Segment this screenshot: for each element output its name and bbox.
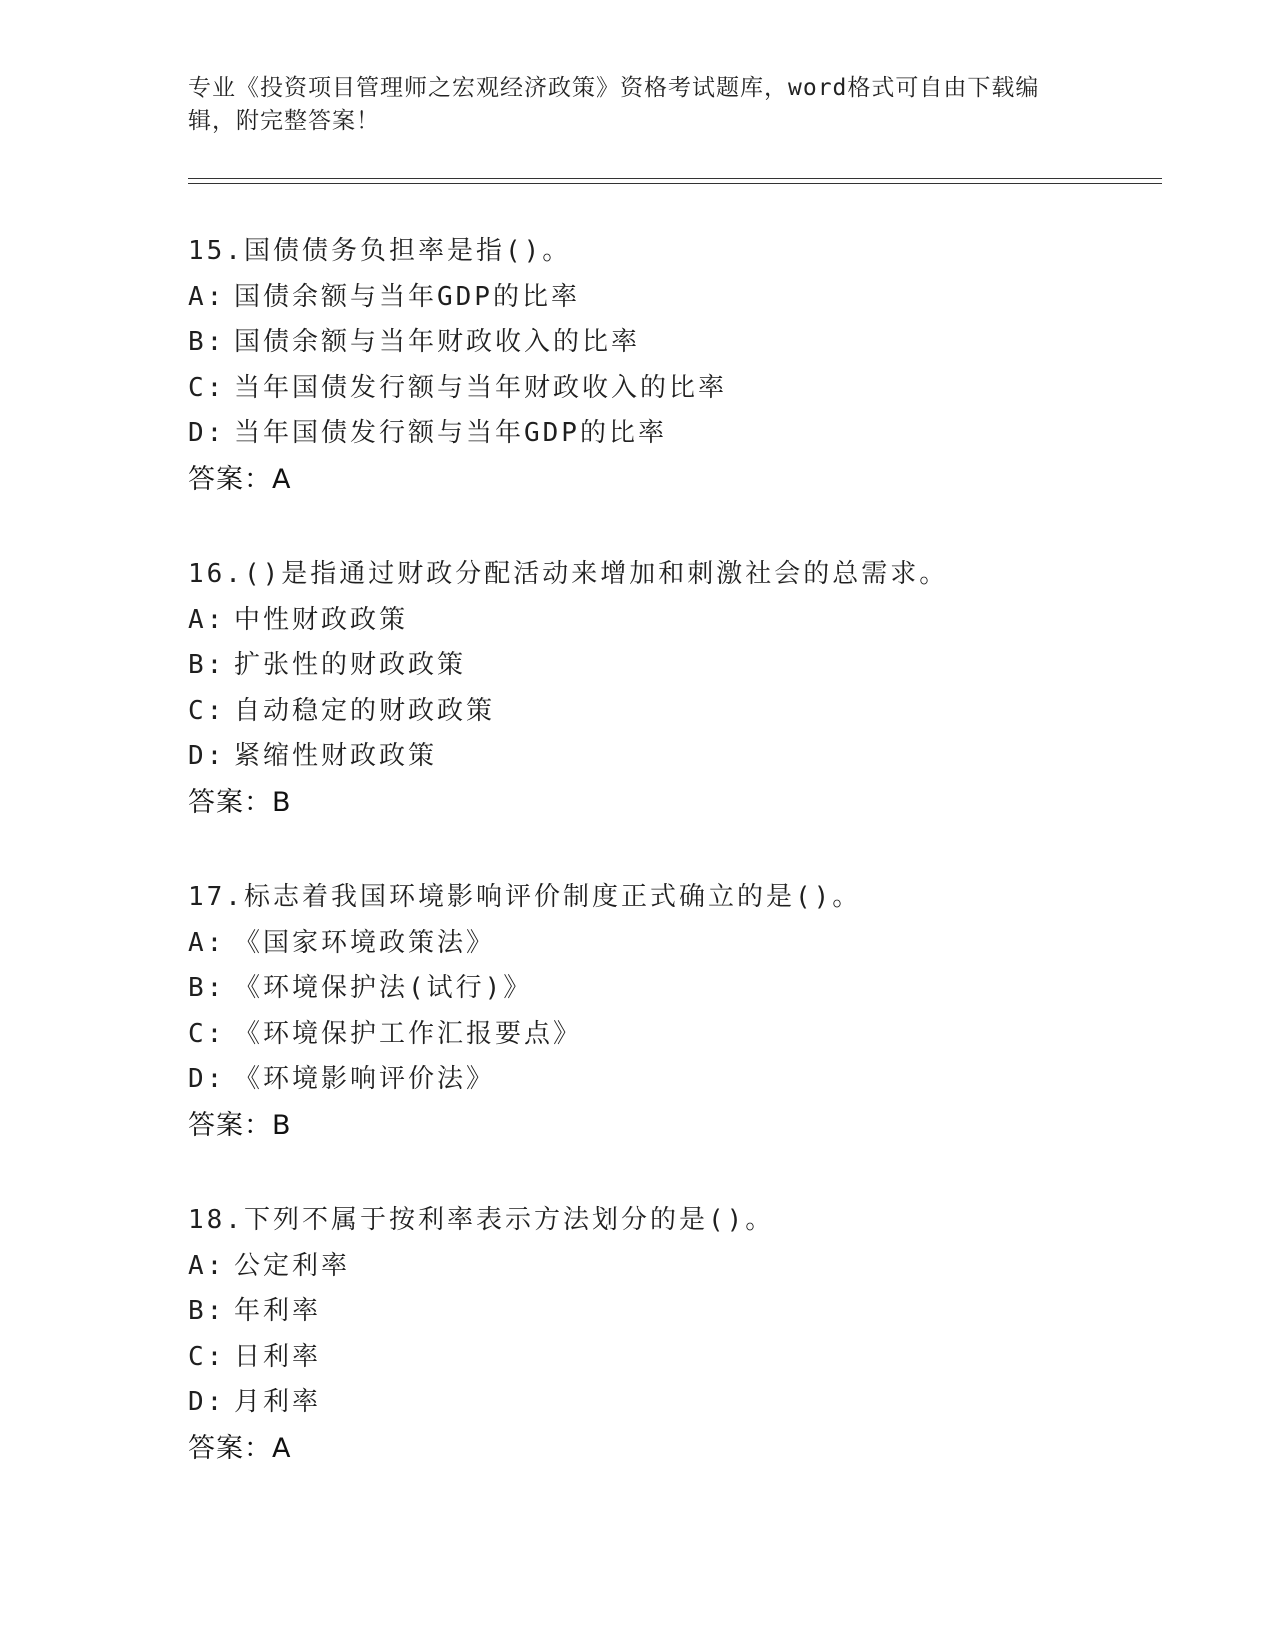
header-divider-bottom [188, 183, 1162, 184]
option-key: C: [188, 372, 226, 403]
question-15 [188, 229, 1148, 502]
question-stem: 17.标志着我国环境影响评价制度正式确立的是()。 [188, 882, 862, 912]
option-d [188, 1380, 1148, 1426]
option-text: 自动稳定的财政政策 [234, 695, 496, 726]
option-key: A: [188, 604, 226, 635]
option-d [188, 411, 1148, 457]
option-key: D: [188, 741, 226, 771]
option-c [188, 1012, 1148, 1058]
option-key: B: [188, 1296, 226, 1326]
option-text: 国债余额与当年财政收入的比率 [234, 327, 641, 357]
option-key: C: [188, 1341, 226, 1372]
option-d [188, 734, 1148, 780]
option-c [188, 689, 1148, 735]
option-b [188, 320, 1148, 366]
option-key: A: [188, 281, 226, 312]
option-text: 当年国债发行额与当年GDP的比率 [234, 418, 667, 448]
option-b [188, 643, 1148, 689]
header-divider-top [188, 178, 1162, 179]
option-text: 月利率 [234, 1387, 322, 1417]
option-a [188, 921, 1148, 967]
option-text: 《环境保护工作汇报要点》 [234, 1018, 583, 1049]
answer: 答案：B [188, 786, 292, 818]
question-18 [188, 1198, 1148, 1471]
answer: 答案：B [188, 1109, 292, 1141]
option-text: 《环境影响评价法》 [234, 1064, 496, 1094]
header-line-1: 专业《投资项目管理师之宏观经济政策》资格考试题库，word格式可自由下载编 [188, 75, 1040, 101]
option-key: B: [188, 973, 226, 1003]
option-key: D: [188, 418, 226, 448]
option-d [188, 1057, 1148, 1103]
question-stem: 16.()是指通过财政分配活动来增加和刺激社会的总需求。 [188, 559, 949, 589]
option-key: B: [188, 327, 226, 357]
option-a [188, 598, 1148, 644]
option-key: C: [188, 695, 226, 726]
option-c [188, 366, 1148, 412]
option-text: 公定利率 [234, 1250, 351, 1281]
option-text: 紧缩性财政政策 [234, 741, 438, 771]
question-16 [188, 552, 1148, 825]
answer: 答案：A [188, 1432, 292, 1464]
answer: 答案：A [188, 463, 292, 495]
option-b [188, 966, 1148, 1012]
option-text: 国债余额与当年GDP的比率 [234, 281, 580, 312]
option-key: A: [188, 927, 226, 958]
option-c [188, 1335, 1148, 1381]
header-line-2: 辑，附完整答案！ [188, 108, 380, 134]
option-b [188, 1289, 1148, 1335]
option-a [188, 1244, 1148, 1290]
option-key: D: [188, 1387, 226, 1417]
option-text: 日利率 [234, 1341, 322, 1372]
option-key: D: [188, 1064, 226, 1094]
option-text: 当年国债发行额与当年财政收入的比率 [234, 372, 728, 403]
option-text: 中性财政政策 [234, 604, 409, 635]
question-17 [188, 875, 1148, 1148]
option-a [188, 275, 1148, 321]
option-text: 扩张性的财政政策 [234, 650, 467, 680]
option-key: C: [188, 1018, 226, 1049]
option-key: B: [188, 650, 226, 680]
option-text: 年利率 [234, 1296, 322, 1326]
question-stem: 15.国债债务负担率是指()。 [188, 236, 572, 266]
option-text: 《环境保护法(试行)》 [234, 973, 533, 1003]
option-key: A: [188, 1250, 226, 1281]
option-text: 《国家环境政策法》 [234, 927, 496, 958]
document-header [188, 72, 1068, 138]
question-stem: 18.下列不属于按利率表示方法划分的是()。 [188, 1205, 775, 1235]
